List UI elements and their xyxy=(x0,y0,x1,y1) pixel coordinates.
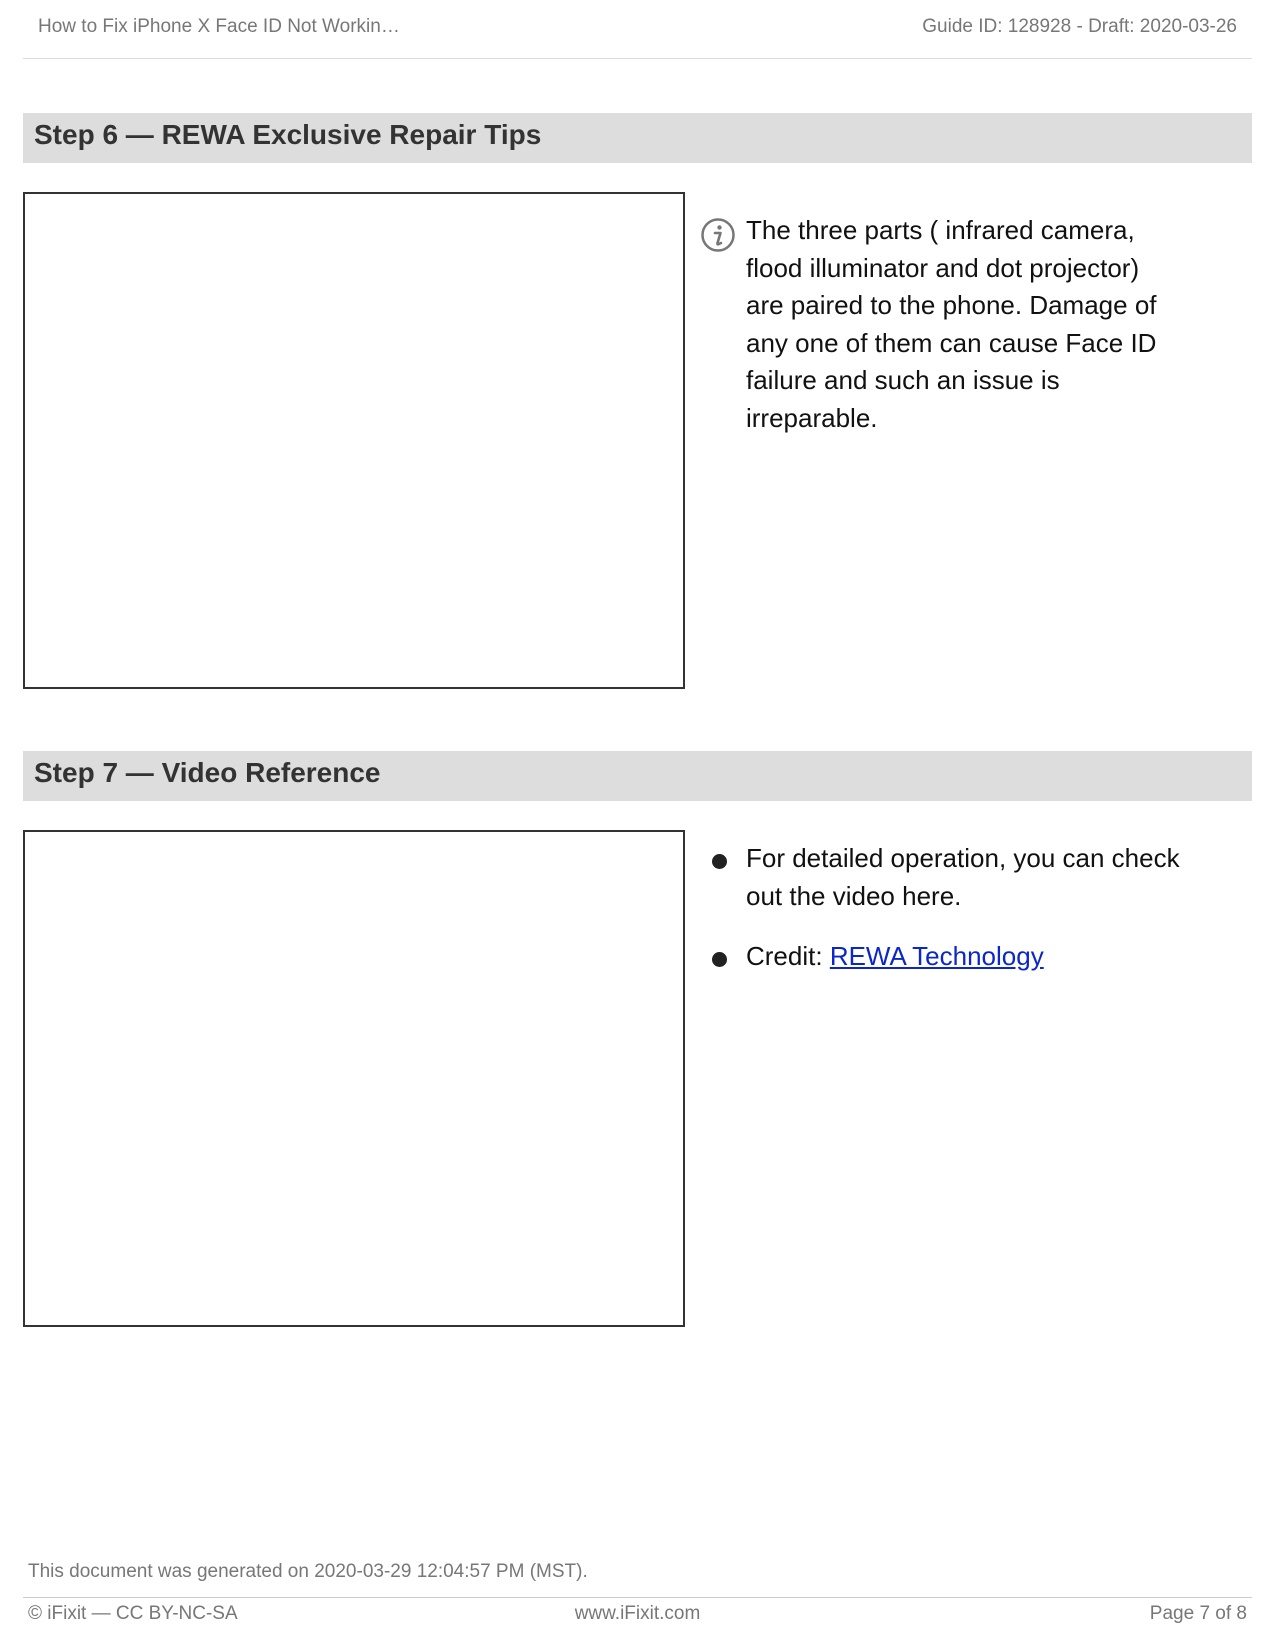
step-7-bullet-list xyxy=(700,840,1180,999)
step-6-header xyxy=(23,113,1252,163)
page-header xyxy=(23,0,1252,59)
step-7-bullet-video xyxy=(700,840,1180,915)
site-url[interactable]: www.iFixit.com xyxy=(574,1603,701,1624)
step-7-bullet-credit xyxy=(700,938,1180,976)
credit-label: Credit: xyxy=(746,941,830,971)
guide-id-draft: Guide ID: 128928 - Draft: 2020-03-26 xyxy=(922,16,1237,37)
info-icon xyxy=(700,217,736,253)
license-text: © iFixit — CC BY-NC-SA xyxy=(28,1603,238,1624)
step-6-title: Step 6 — REWA Exclusive Repair Tips xyxy=(34,119,542,150)
step-7-bullet-text: For detailed operation, you can check out the video here. xyxy=(746,843,1180,911)
page-footer xyxy=(23,1597,1252,1638)
bullet-dot-icon xyxy=(712,952,727,967)
page-number: Page 7 of 8 xyxy=(1149,1603,1247,1624)
rewa-technology-link[interactable]: REWA Technology xyxy=(829,941,1044,971)
bullet-dot-icon xyxy=(712,854,727,869)
step-6-image-frame xyxy=(23,192,685,689)
generated-note: This document was generated on 2020-03-29 12:04:57 PM (MST). xyxy=(28,1561,588,1582)
step-7-header xyxy=(23,751,1252,801)
step-6-bullet-info xyxy=(700,212,1180,437)
step-6-bullet-list xyxy=(700,212,1180,460)
step-7-video-frame[interactable] xyxy=(23,830,685,1327)
step-6-bullet-text: The three parts ( infrared camera, flood illuminator and dot projector) are paired to the phone. Damage of any one of them can cause Face ID failure and such an issue is irreparable. xyxy=(746,215,1157,433)
step-7-title: Step 7 — Video Reference xyxy=(34,757,381,788)
guide-title: How to Fix iPhone X Face ID Not Workin… xyxy=(38,16,400,37)
